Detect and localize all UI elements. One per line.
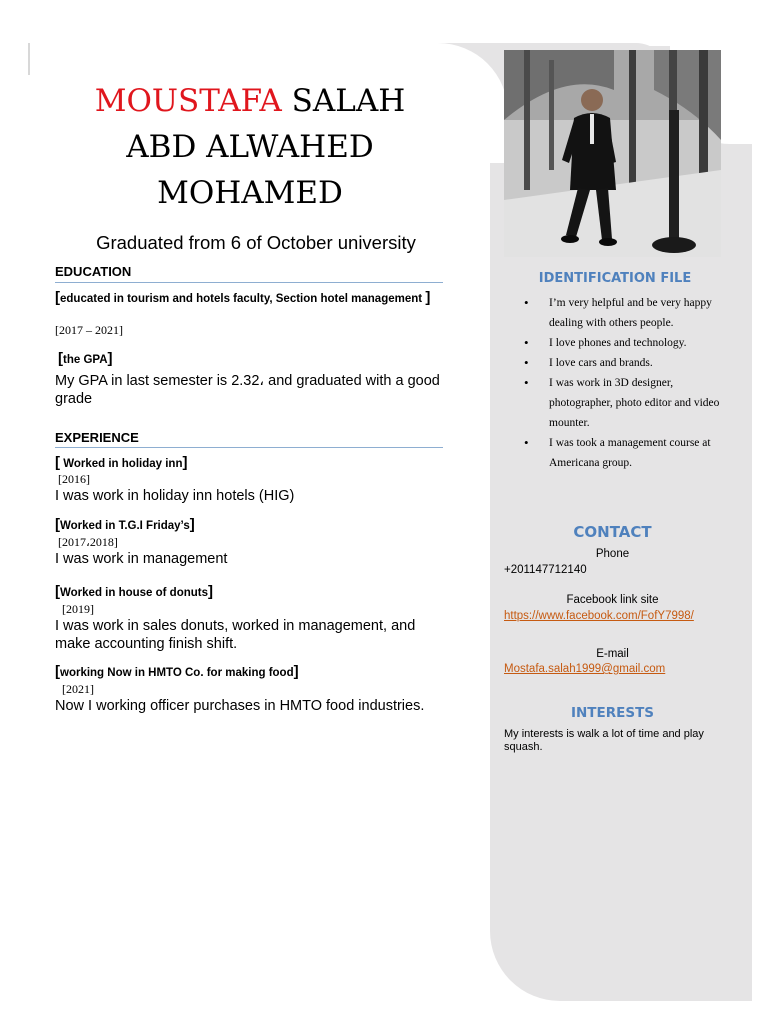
gpa-heading: [the GPA] xyxy=(58,350,113,367)
profile-photo-illustration xyxy=(504,50,721,257)
list-item: • I love cars and brands. xyxy=(510,353,725,373)
email-link[interactable]: Mostafa.salah1999@gmail.com xyxy=(504,663,666,675)
facebook-link[interactable]: https://www.facebook.com/FofY7998/ xyxy=(504,610,694,622)
name-line3: MOHAMED xyxy=(157,175,343,211)
contact-heading: CONTACT xyxy=(573,523,652,541)
gpa-text: My GPA in last semester is 2.32، and graduated with a good grade xyxy=(55,373,440,407)
education-entry-heading: [educated in tourism and hotels faculty, Section hotel management ] xyxy=(55,289,431,306)
experience-entry-heading: [Worked in house of donuts] xyxy=(55,583,214,600)
list-item: • I was took a management course at Americana group. xyxy=(510,433,725,473)
name-line1-rest: SALAH xyxy=(281,83,406,119)
header-band-edge xyxy=(28,43,30,75)
experience-entry-text: Now I working officer purchases in HMTO food industries. xyxy=(55,698,425,714)
email-label: E-mail xyxy=(596,648,629,660)
identification-list xyxy=(510,293,725,473)
experience-rule xyxy=(55,447,443,448)
list-item: • I love phones and technology. xyxy=(510,333,725,353)
experience-entry-date: [2021] xyxy=(62,682,94,696)
list-item: • I’m very helpful and be very happy dealing with others people. xyxy=(510,293,725,333)
phone-label: Phone xyxy=(595,548,630,560)
experience-heading: EXPERIENCE xyxy=(55,430,139,445)
facebook-label: Facebook link site xyxy=(566,594,659,606)
interests-text: My interests is walk a lot of time and play squash. xyxy=(504,728,704,753)
first-name: MOUSTAFA xyxy=(94,83,282,119)
experience-entry-heading: [working Now in HMTO Co. for making food] xyxy=(55,663,299,680)
experience-entry-heading: [ Worked in holiday inn] xyxy=(55,454,188,471)
full-name xyxy=(40,78,460,216)
tagline: Graduated from 6 of October university xyxy=(96,232,416,253)
experience-entry-date: [2019] xyxy=(62,602,94,616)
phone-number: +201147712140 xyxy=(504,564,587,576)
education-entry-date: [2017 – 2021] xyxy=(55,323,123,337)
profile-photo xyxy=(504,50,721,257)
experience-entry-text: I was work in management xyxy=(55,551,228,567)
experience-entry-date: [2016] xyxy=(58,472,90,486)
education-rule xyxy=(55,282,443,283)
name-line2: ABD ALWAHED xyxy=(126,129,374,165)
experience-entry-text: I was work in sales donuts, worked in management, and make accounting finish shift. xyxy=(55,618,416,652)
education-heading: EDUCATION xyxy=(55,264,132,279)
list-item: • I was work in 3D designer, photographer, photo editor and video mounter. xyxy=(510,373,725,433)
interests-heading: INTERESTS xyxy=(570,705,655,721)
experience-entry-heading: [Worked in T.G.I Friday’s] xyxy=(55,516,195,533)
experience-entry-date: [2017،2018] xyxy=(58,535,118,549)
identification-heading: IDENTIFICATION FILE xyxy=(538,271,692,286)
experience-entry-text: I was work in holiday inn hotels (HIG) xyxy=(55,488,295,504)
